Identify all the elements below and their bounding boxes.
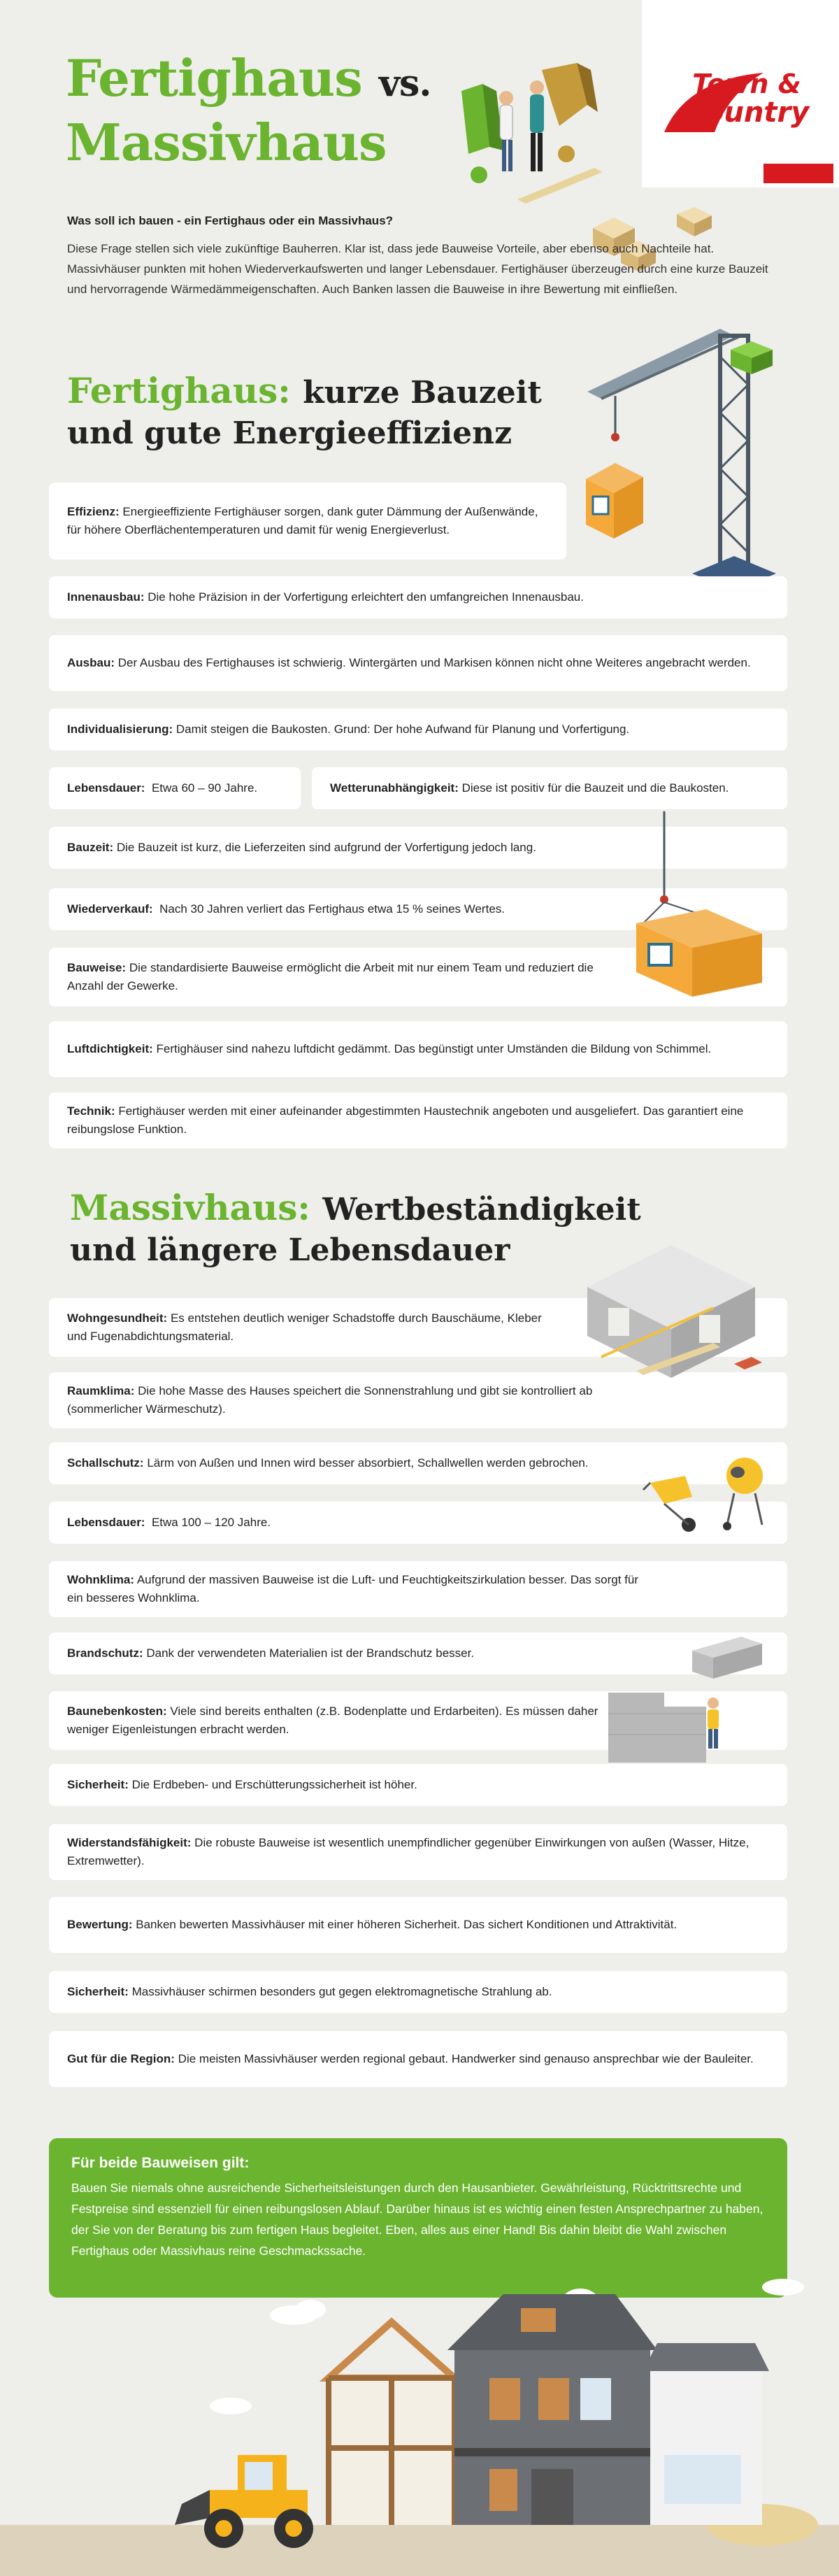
item-label: Ausbau: <box>67 656 115 669</box>
item-text: Die hohe Masse des Hauses speichert die Sonnenstrahlung und gibt sie kontrolliert ab (sommerlicher Wärmeschutz). <box>67 1384 593 1416</box>
item-text: Fertighäuser sind nahezu luftdicht gedämmt. Das begünstigt unter Umständen die Bildung von Schimmel. <box>156 1042 712 1055</box>
item-text: Viele sind bereits enthalten (z.B. Bodenplatte und Erdarbeiten). Es müssen daher weniger Eigenleistungen erbracht werden. <box>67 1705 598 1736</box>
item-text: Nach 30 Jahren verliert das Fertighaus etwa 15 % seines Wertes. <box>159 902 505 916</box>
item-text: Diese ist positiv für die Bauzeit und die Baukosten. <box>461 781 729 795</box>
item-label: Wiederverkauf: <box>67 902 153 916</box>
item-text: Dank der verwendeten Materialien ist der Brandschutz besser. <box>146 1646 475 1660</box>
item-label: Sicherheit: <box>67 1778 129 1791</box>
wall-worker-illustration <box>601 1637 783 1777</box>
massivhaus-item-gut-fuer-die-region <box>49 2031 787 2087</box>
info-box-text: Bauen Sie niemals ohne ausreichende Sicherheitsleistungen durch den Hausanbieter. Gewährleistung, Rücktrittsrechte und Festpreise sind essenziell für einen reibungslosen Ablauf. Darüber hinaus ist es wichtig einen festen Ansprechpartner zu haben, der Sie von der Beratung bis zum fertigen Haus begleitet. Eben, alles aus einer Hand! Bis dahin bleibt die Wahl zwischen Fertighaus oder Massivhaus reine Geschmackssache. <box>71 2181 763 2258</box>
item-text: Die robuste Bauweise ist wesentlich unempfindlicher gegenüber Einwirkungen von außen (Wasser, Hitze, Extremwetter). <box>67 1836 750 1867</box>
item-label: Effizienz: <box>67 505 120 518</box>
item-label: Baunebenkosten: <box>67 1705 167 1718</box>
item-label: Widerstandsfähigkeit: <box>67 1836 192 1849</box>
logo-text-town: Town & <box>692 69 801 99</box>
fertighaus-title-green: Fertighaus: <box>67 370 291 411</box>
item-label: Sicherheit: <box>67 1985 129 1998</box>
title-massivhaus: Massivhaus <box>66 113 387 172</box>
fertighaus-item-effizienz <box>49 483 566 560</box>
fertighaus-title-part2: und gute Energieeffizienz <box>67 415 512 451</box>
item-label: Individualisierung: <box>67 723 173 736</box>
item-label: Gut für die Region: <box>67 2052 175 2065</box>
item-label: Wohngesundheit: <box>67 1311 168 1325</box>
page-title <box>66 49 431 172</box>
item-text: Die hohe Präzision in der Vorfertigung erleichtert den umfangreichen Innenausbau. <box>148 590 584 604</box>
massivhaus-title-part1: Wertbeständigkeit <box>322 1192 641 1227</box>
item-label: Raumklima: <box>67 1384 135 1397</box>
item-text: Die Bauzeit ist kurz, die Lieferzeiten sind aufgrund der Vorfertigung jedoch lang. <box>116 841 536 854</box>
fertighaus-item-ausbau <box>49 635 787 691</box>
item-text: Energieeffiziente Fertighäuser sorgen, dank guter Dämmung der Außenwände, für höhere Oberflächentemperaturen und damit für wenig Energieverlust. <box>67 505 538 536</box>
item-text: Die Erdbeben- und Erschütterungssicherheit ist höher. <box>131 1778 417 1791</box>
fertighaus-item-wetterunabhaengigkeit <box>312 767 787 809</box>
massivhaus-item-bewertung <box>49 1897 787 1953</box>
massivhaus-item-sicherheit-strahlung <box>49 1971 787 2013</box>
item-text: Etwa 100 – 120 Jahre. <box>151 1516 271 1529</box>
wheelbarrow-mixer-illustration <box>643 1455 783 1546</box>
title-vs: vs. <box>378 62 431 105</box>
item-text: Die standardisierte Bauweise ermöglicht die Arbeit mit nur einem Team und reduziert die Anzahl der Gewerke. <box>67 961 594 992</box>
brick-shell-illustration <box>573 1231 783 1392</box>
item-label: Brandschutz: <box>67 1646 143 1660</box>
item-label: Wetterunabhängigkeit: <box>330 781 459 795</box>
item-label: Wohnklima: <box>67 1573 135 1586</box>
intro-question: Was soll ich bauen - ein Fertighaus oder ein Massivhaus? <box>67 214 394 227</box>
fertighaus-section-title <box>67 371 542 454</box>
fertighaus-item-technik <box>49 1093 787 1148</box>
item-text: Lärm von Außen und Innen wird besser absorbiert, Schallwellen werden gebrochen. <box>147 1456 589 1470</box>
item-text: Massivhäuser schirmen besonders gut gegen elektromagnetische Strahlung ab. <box>131 1985 552 1998</box>
fertighaus-item-lebensdauer <box>49 767 301 809</box>
item-text: Etwa 60 – 90 Jahre. <box>151 781 258 795</box>
item-label: Lebensdauer: <box>67 1516 145 1529</box>
logo-text-country: Country <box>684 97 810 129</box>
item-text: Es entstehen deutlich weniger Schadstoffe durch Bauschäume, Kleber und Fugenabdichtungsmaterial. <box>67 1311 542 1343</box>
fertighaus-title-part1: kurze Bauzeit <box>303 375 542 411</box>
item-text: Aufgrund der massiven Bauweise ist die Luft- und Feuchtigkeitszirkulation besser. Das sorgt für ein besseres Wohnklima. <box>67 1573 639 1604</box>
item-text: Der Ausbau des Fertighauses ist schwierig. Wintergärten und Markisen können nicht ohne Weiteres angebracht werden. <box>117 656 751 669</box>
logo-text-haus: HAUS <box>768 144 809 157</box>
intro-text: Diese Frage stellen sich viele zukünftige Bauherren. Klar ist, dass jede Bauweise Vorteile, aber ebenso auch Nachteile hat. Massivhäuser punkten mit hohen Wiederverkaufswerten und langer Lebensdauer. Fertighäuser überzeugen durch eine kurze Bauzeit und hervorragende Wärmedämmeigenschaften. Auch Banken lassen die Bauweise in ihre Bewertung mit einfließen. <box>67 242 768 296</box>
crane-illustration <box>573 329 783 615</box>
town-country-logo <box>642 0 839 187</box>
massivhaus-title-green: Massivhaus: <box>70 1187 310 1228</box>
item-text: Die meisten Massivhäuser werden regional gebaut. Handwerker sind genauso ansprechbar wie der Bauleiter. <box>178 2052 754 2065</box>
massivhaus-title-part2: und längere Lebensdauer <box>70 1232 510 1268</box>
item-label: Luftdichtigkeit: <box>67 1042 153 1055</box>
item-label: Schallschutz: <box>67 1456 144 1470</box>
fertighaus-item-luftdichtigkeit <box>49 1021 787 1077</box>
item-label: Lebensdauer: <box>67 781 145 795</box>
hanging-wall-panel-illustration <box>629 811 769 1007</box>
item-label: Bauzeit: <box>67 841 114 854</box>
title-fertighaus: Fertighaus <box>66 48 362 108</box>
people-question-illustration <box>447 63 615 217</box>
item-text: Damit steigen die Baukosten. Grund: Der hohe Aufwand für Planung und Vorfertigung. <box>175 723 630 736</box>
item-text: Fertighäuser werden mit einer aufeinander abgestimmten Haustechnik angeboten und ausgeliefert. Das garantiert eine reibungslose Funktion. <box>67 1104 744 1136</box>
massivhaus-section-title <box>70 1188 641 1271</box>
fertighaus-item-individualisierung <box>49 709 787 750</box>
massivhaus-item-wohnklima <box>49 1561 787 1617</box>
info-box-title: Für beide Bauweisen gilt: <box>71 2155 250 2171</box>
massivhaus-item-widerstandsfaehigkeit <box>49 1824 787 1880</box>
item-text: Banken bewerten Massivhäuser mit einer höheren Sicherheit. Das sichert Konditionen und Attraktivität. <box>136 1918 677 1931</box>
fertighaus-item-innenausbau <box>49 576 787 618</box>
item-label: Bewertung: <box>67 1918 133 1931</box>
item-label: Bauweise: <box>67 961 127 974</box>
item-label: Technik: <box>67 1104 115 1118</box>
houses-excavator-illustration <box>0 2266 839 2576</box>
item-label: Innenausbau: <box>67 590 145 604</box>
